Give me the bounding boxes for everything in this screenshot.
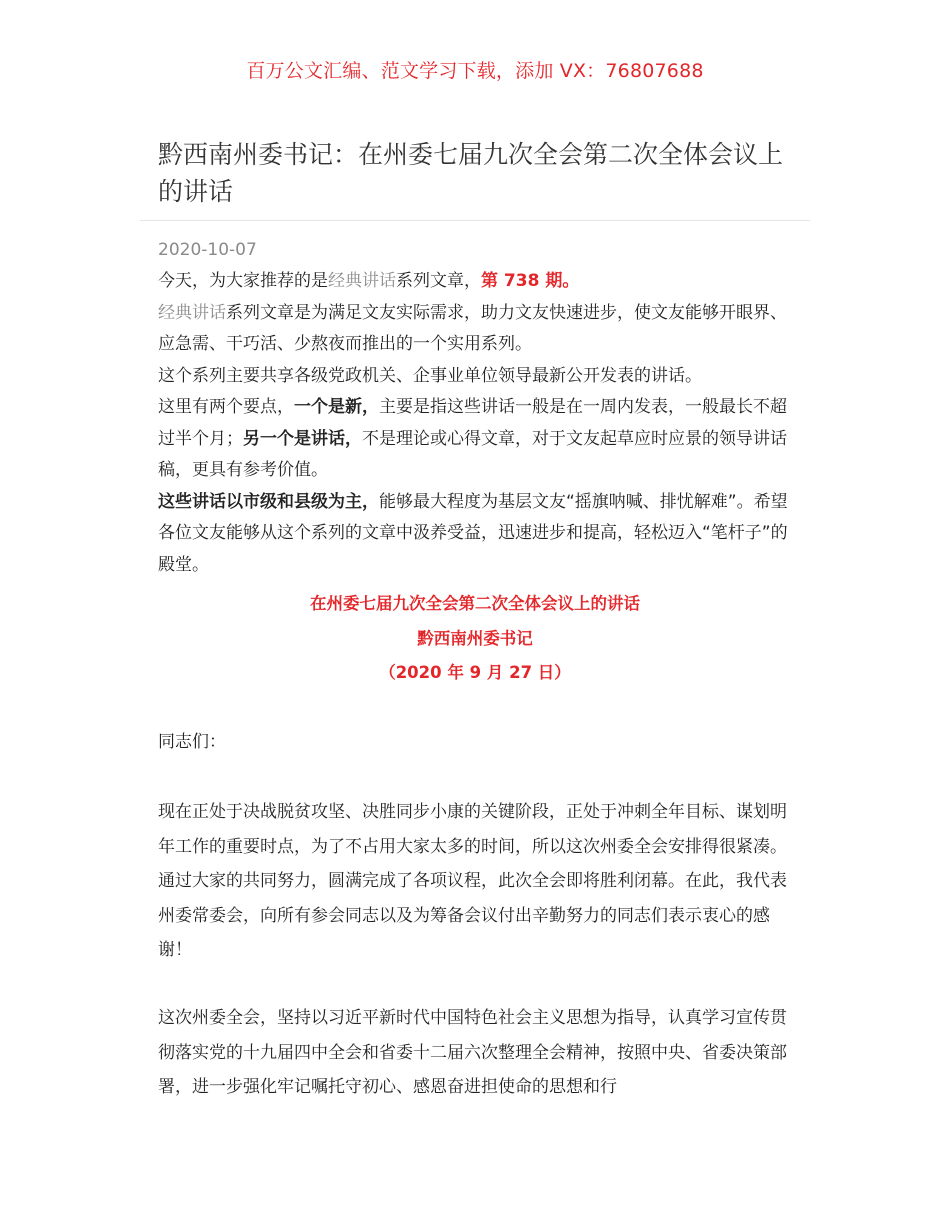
speech-paragraph-1-text: 现在正处于决战脱贫攻坚、决胜同步小康的关键阶段，正处于冲刺全年目标、谋划明年工作的重要时点，为了不占用大家太多的时间，所以这次州委全会安排得很紧凑。通过大家的共同努力，圆满完成了各项议程，此次全会即将胜利闭幕。在此，我代表州委常委会，向所有参会同志以及为筹备会议付出辛勤努力的同志们表示衷心的感谢！ [158,802,787,960]
article-title: 黔西南州委书记：在州委七届九次全会第二次全体会议上的讲话 [158,140,784,206]
speech-author: 黔西南州委书记 [417,629,533,648]
intro-mid: 系列文章， [396,271,481,291]
intro-line-1 [158,266,794,298]
speech-paragraph-2-text: 这次州委全会，坚持以习近平新时代中国特色社会主义思想为指导，认真学习宣传贯彻落实党的十九届四中全会和省委十二届六次整理全会精神，按照中央、省委决策部署，进一步强化牢记嘱托守初心、感恩奋进担使命的思想和行 [158,1008,787,1097]
speech-date: （2020 年 9 月 27 日） [379,663,571,682]
point-two: 另一个是讲话， [243,428,362,449]
point-one: 一个是新， [294,397,379,417]
intro-line-2-text: 系列文章是为满足文友实际需求，助力文友快速进步，使文友能够开眼界、应急需、干巧活、少熬夜而推出的一个实用系列。 [158,302,787,354]
intro-line-5-rest: 能够最大程度为基层文友“摇旗呐喊、排忧解难”。希望各位文友能够从这个系列的文章中汲养受益，迅速进步和提高，轻松迈入“笔杆子”的殿堂。 [158,491,788,575]
intro-line-5 [158,487,794,582]
intro-line-4 [158,392,794,487]
header-banner: 百万公文汇编、范文学习下载，添加 VX：76807688 [246,60,704,82]
article-date: 2020-10-07 [158,240,257,260]
title-divider [140,220,810,221]
issue-number: 第 738 期。 [481,271,580,291]
salutation: 同志们： [158,732,226,752]
speech-paragraph-1 [158,795,794,968]
series-name: 经典讲话 [328,271,396,291]
intro-line-2 [158,298,794,361]
speech-paragraph-2 [158,1001,794,1105]
intro-line-3: 这个系列主要共享各级党政机关、企事业单位领导最新公开发表的讲话。 [158,365,702,386]
intro-line-4-rest: 不是理论或心得文章，对于文友起草应时应景的领导讲话稿，更具有参考价值。 [158,428,787,480]
intro-line-4-prefix: 这里有两个要点， [158,397,294,417]
speech-title: 在州委七届九次全会第二次全体会议上的讲话 [310,594,640,613]
intro-prefix: 今天，为大家推荐的是 [158,271,328,291]
intro-line-4-mid: 主要是指这些讲话一般是在一周内发表，一般最长不超过半个月； [158,397,787,449]
intro-line-5-bold: 这些讲话以市级和县级为主， [158,491,379,512]
series-name-2: 经典讲话 [158,302,226,323]
intro-section [158,266,794,581]
